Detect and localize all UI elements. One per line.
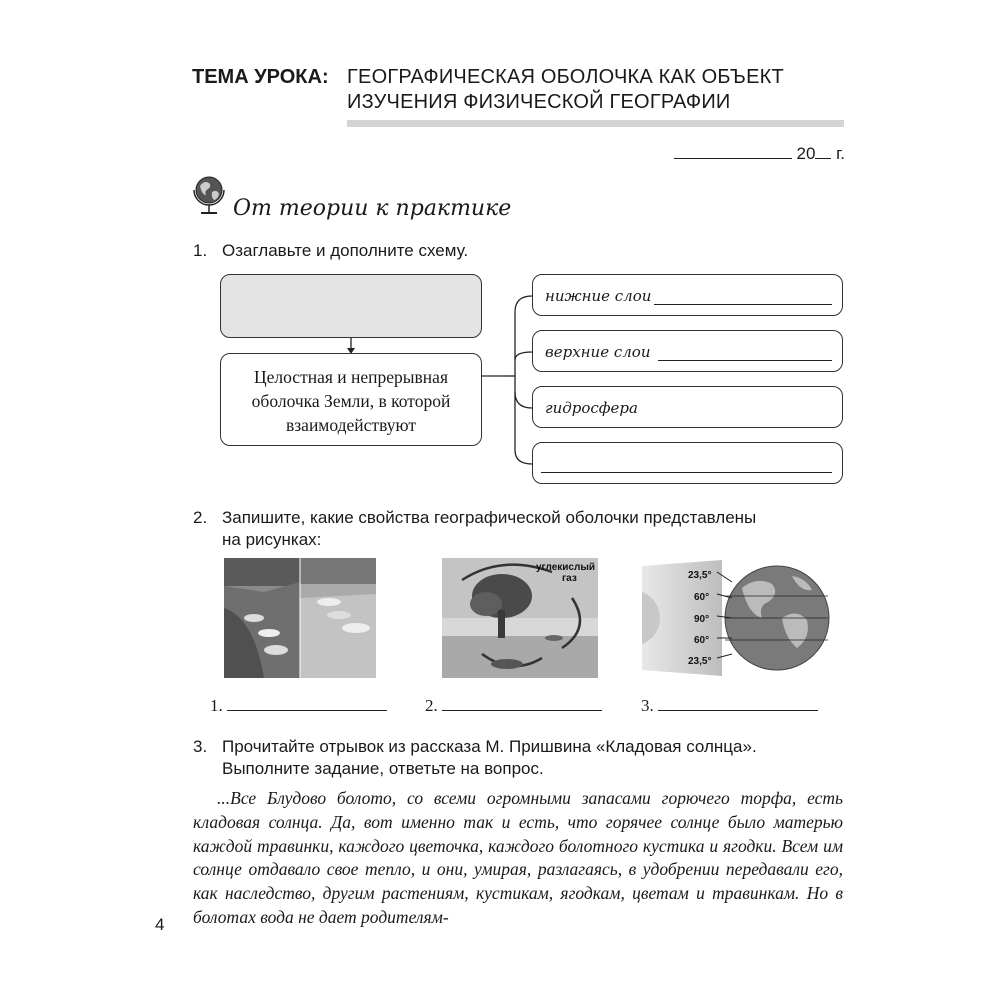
answer-number: 1. xyxy=(210,696,223,715)
angle-label: 23,5° xyxy=(688,570,712,581)
answer-3 xyxy=(641,695,818,716)
scheme-item-lower-layers[interactable] xyxy=(532,274,843,316)
pic2-label-gas: газ xyxy=(562,573,577,584)
scheme-item-hydrosphere[interactable] xyxy=(532,386,843,428)
page-number: 4 xyxy=(155,915,165,934)
task3-text-line-2: Выполните задание, ответьте на вопрос. xyxy=(222,759,544,778)
tide-photo xyxy=(224,558,376,678)
year-blank[interactable] xyxy=(815,143,831,159)
angle-label: 90° xyxy=(694,614,710,625)
answer-line[interactable] xyxy=(541,472,832,473)
task2-text-line-1: Запишите, какие свойства географической оболочки представлены xyxy=(222,508,757,527)
answer-line[interactable] xyxy=(658,360,832,361)
answer-line[interactable] xyxy=(442,695,602,711)
answer-line[interactable] xyxy=(658,695,818,711)
date-suffix: г. xyxy=(836,144,845,163)
answer-line[interactable] xyxy=(227,695,387,711)
globe-icon xyxy=(190,172,230,218)
answer-2 xyxy=(425,695,602,716)
section-title: От теории к практике xyxy=(233,196,512,221)
item-label: нижние слои xyxy=(545,287,652,305)
angle-label: 23,5° xyxy=(688,656,712,667)
carbon-cycle-picture xyxy=(442,558,598,678)
solar-angle-picture xyxy=(642,558,832,678)
answer-number: 2. xyxy=(425,696,438,715)
task3-number: 3. xyxy=(193,737,208,756)
date-field xyxy=(674,143,845,164)
angle-label: 60° xyxy=(694,592,710,603)
lesson-title-line-1: ГЕОГРАФИЧЕСКАЯ ОБОЛОЧКА КАК ОБЪЕКТ xyxy=(347,66,784,88)
angle-label: 60° xyxy=(694,635,710,646)
item-label: верхние слои xyxy=(545,343,651,361)
scheme-item-upper-layers[interactable] xyxy=(532,330,843,372)
answer-number: 3. xyxy=(641,696,654,715)
answer-line[interactable] xyxy=(654,304,832,305)
date-blank[interactable] xyxy=(674,143,792,159)
task3-text-line-1: Прочитайте отрывок из рассказа М. Пришвина «Кладовая солнца». xyxy=(222,737,757,756)
lesson-label: ТЕМА УРОКА: xyxy=(192,66,329,88)
center-text-line: Целостная и непрерывная xyxy=(253,367,448,387)
excerpt-paragraph: ...Все Блудово болото, со всеми огромными запасами горючего торфа, есть кладовая солнца. Да, вот именно так и есть, что горячее солнце было матерью каждой травинки, каждого цветочка, каждого болотного кустика и ягодки. Всем им солнце отдавало свое тепло, и они, умирая, разлагаясь, в удобрении передавали его, как наследство, другим растениям, кустикам, ягодкам, цветам и травинкам. Но в болотах вода не дает родителям- xyxy=(193,788,843,927)
center-text-line: взаимодействуют xyxy=(286,415,416,435)
lesson-title-line-2: ИЗУЧЕНИЯ ФИЗИЧЕСКОЙ ГЕОГРАФИИ xyxy=(347,91,731,113)
task1-number: 1. xyxy=(193,241,208,260)
date-year-prefix: 20 xyxy=(796,144,816,163)
pic2-label-co2: углекислый xyxy=(536,562,596,573)
answer-1 xyxy=(210,695,387,716)
task1-text: Озаглавьте и дополните схему. xyxy=(222,241,469,260)
center-text-line: оболочка Земли, в которой xyxy=(251,391,451,411)
scheme-item-blank[interactable] xyxy=(532,442,843,484)
item-label: гидросфера xyxy=(545,399,638,417)
task2-number: 2. xyxy=(193,508,208,527)
scheme-center-box xyxy=(220,353,482,446)
task2-text-line-2: на рисунках: xyxy=(222,530,322,549)
title-underline-bar xyxy=(347,120,844,127)
